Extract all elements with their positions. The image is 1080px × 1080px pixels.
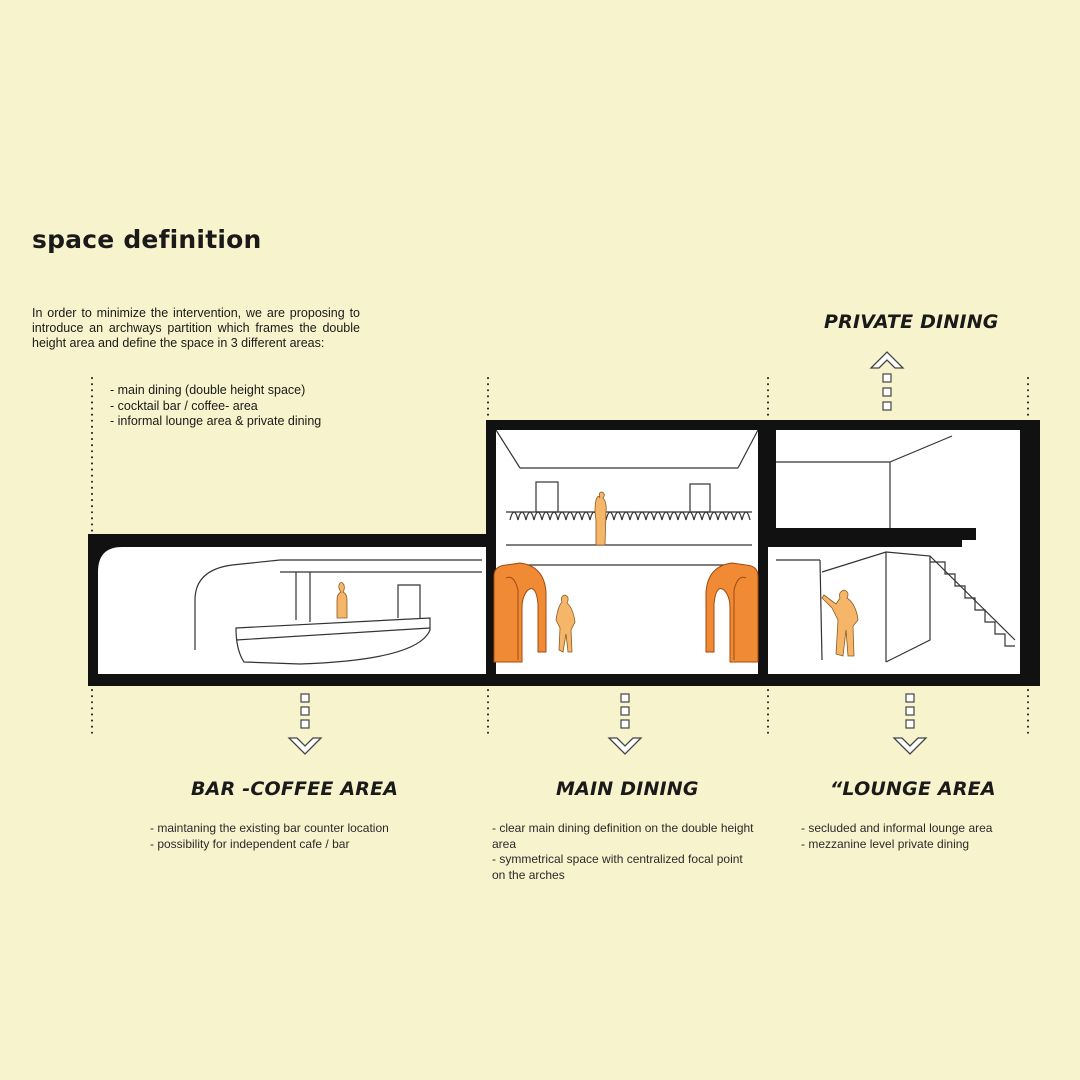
archway-left bbox=[494, 563, 546, 662]
archway-right bbox=[706, 563, 758, 662]
areas-list-item: - main dining (double height space) bbox=[110, 383, 306, 397]
bar-note: - maintaning the existing bar counter location bbox=[150, 821, 389, 835]
main-dining-notes bbox=[492, 821, 754, 882]
bar-note: - possibility for independent cafe / bar bbox=[150, 836, 350, 851]
bar-notes bbox=[150, 821, 450, 852]
areas-list-item: - informal lounge area & private dining bbox=[110, 414, 322, 428]
main-dining-note: - clear main dining definition on the double height area bbox=[492, 821, 754, 851]
right-wall-interior bbox=[962, 430, 1020, 674]
mezzanine-room-interior bbox=[776, 430, 962, 528]
areas-list-item: - cocktail bar / coffee- area bbox=[110, 398, 258, 413]
private-dining-label: PRIVATE DINING bbox=[824, 311, 999, 333]
mezzanine-figure bbox=[595, 492, 606, 545]
lounge-note: - secluded and informal lounge area bbox=[801, 821, 993, 835]
arrow-down-lounge-icon bbox=[894, 694, 926, 754]
main-dining-note: - symmetrical space with centralized focal point on the arches bbox=[492, 852, 743, 882]
main-dining-interior bbox=[496, 430, 758, 674]
arrow-down-bar-icon bbox=[289, 694, 321, 754]
lounge-note: - mezzanine level private dining bbox=[801, 836, 970, 851]
mezzanine-slab bbox=[762, 528, 976, 540]
lounge-notes bbox=[801, 821, 1061, 852]
arrow-down-main-icon bbox=[609, 694, 641, 754]
arrow-up-private-icon bbox=[871, 352, 903, 410]
main-dining-label: MAIN DINING bbox=[556, 778, 699, 800]
lounge-area-label: “LOUNGE AREA bbox=[830, 778, 996, 800]
bar-coffee-label: BAR -COFFEE AREA bbox=[191, 778, 399, 800]
intro-paragraph: In order to minimize the intervention, we are proposing to introduce an archways partition which frames the double height area and define the space in 3 different areas: bbox=[32, 306, 360, 350]
page-title: space definition bbox=[32, 225, 262, 254]
